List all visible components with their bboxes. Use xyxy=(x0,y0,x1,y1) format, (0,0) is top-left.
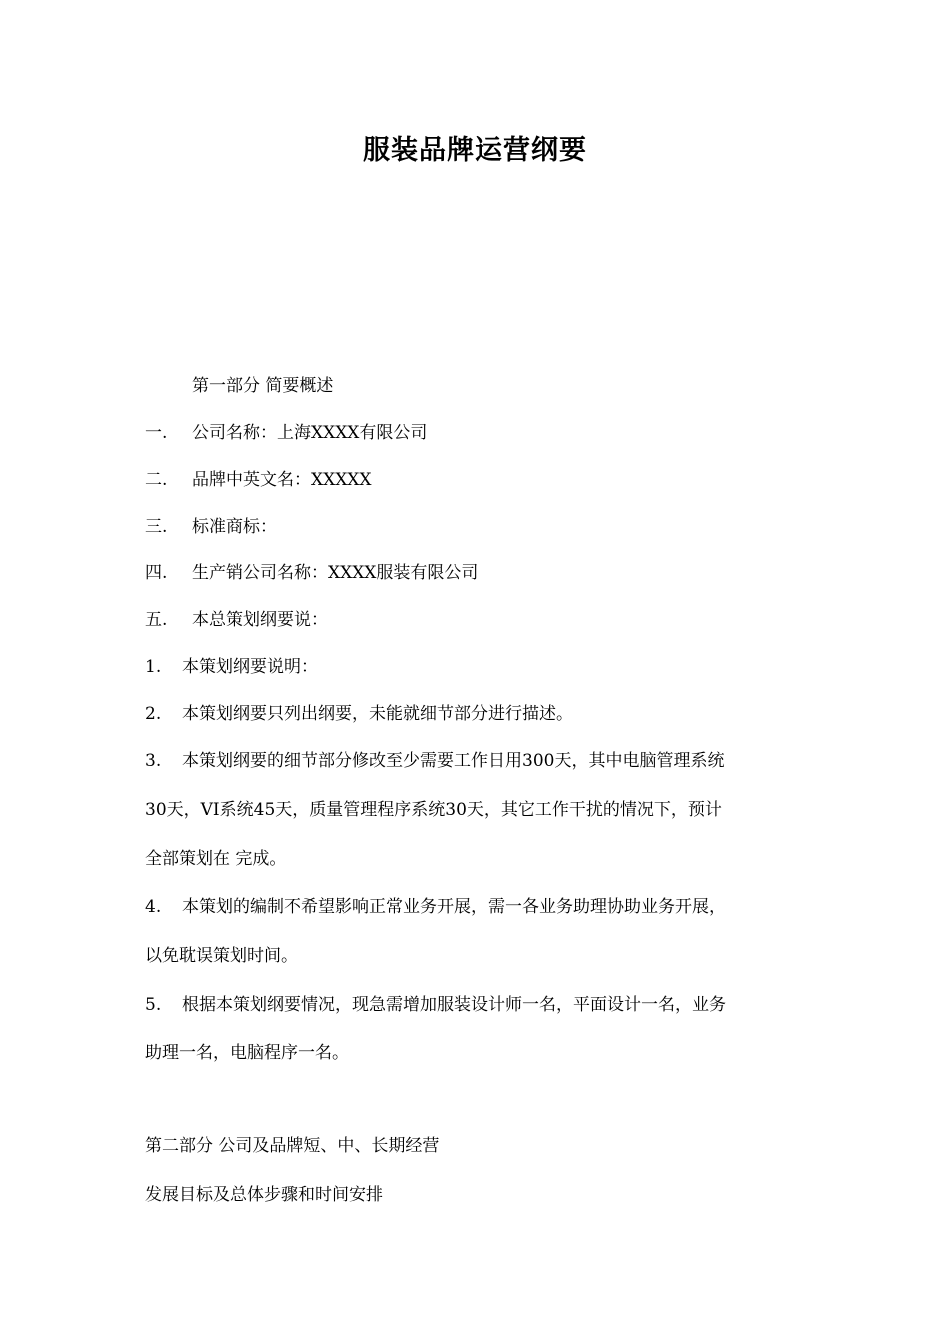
part2-heading-continued: 发展目标及总体步骤和时间安排 xyxy=(145,1185,383,1205)
item-text: 本总策划纲要说： xyxy=(192,610,328,630)
numbered-item xyxy=(145,702,573,726)
item-number: 二. xyxy=(145,470,168,490)
list-item xyxy=(145,608,328,632)
item-number: 1. xyxy=(145,657,162,677)
item-number: 三. xyxy=(145,517,168,537)
list-item xyxy=(145,515,277,539)
item-text: 品牌中英文名：XXXXX xyxy=(192,470,372,490)
item-text: 本策划的编制不希望影响正常业务开展，需一各业务助理协助业务开展， xyxy=(182,897,726,917)
item-number: 一. xyxy=(145,423,168,443)
document-title: 服装品牌运营纲要 xyxy=(363,135,587,166)
item-number: 5. xyxy=(145,995,162,1015)
continuation-line: 以免耽误策划时间。 xyxy=(145,946,298,966)
list-item xyxy=(145,561,478,585)
numbered-item xyxy=(145,655,318,679)
item-text: 公司名称：上海XXXX有限公司 xyxy=(192,423,428,443)
continuation-line: 助理一名，电脑程序一名。 xyxy=(145,1043,349,1063)
item-text: 本策划纲要只列出纲要，未能就细节部分进行描述。 xyxy=(182,704,573,724)
item-number: 3. xyxy=(145,751,162,771)
item-number: 2. xyxy=(145,704,162,724)
numbered-item xyxy=(145,749,724,773)
list-item xyxy=(145,421,427,445)
continuation-line: 30天，VI系统45天，质量管理程序系统30天，其它工作干扰的情况下，预计 xyxy=(145,800,722,820)
item-number: 五. xyxy=(145,610,168,630)
part2-heading: 第二部分 公司及品牌短、中、长期经营 xyxy=(145,1136,440,1156)
part1-heading: 第一部分 简要概述 xyxy=(192,376,334,396)
item-text: 本策划纲要的细节部分修改至少需要工作日用300天，其中电脑管理系统 xyxy=(182,751,725,771)
item-number: 四. xyxy=(145,563,168,583)
item-text: 根据本策划纲要情况，现急需增加服装设计师一名，平面设计一名，业务 xyxy=(182,995,726,1015)
item-text: 标准商标： xyxy=(192,517,277,537)
item-number: 4. xyxy=(145,897,162,917)
numbered-item xyxy=(145,895,726,919)
continuation-line: 全部策划在 完成。 xyxy=(145,849,287,869)
numbered-item xyxy=(145,993,726,1017)
list-item xyxy=(145,468,372,492)
item-text: 生产销公司名称：XXXX服装有限公司 xyxy=(192,563,479,583)
item-text: 本策划纲要说明： xyxy=(182,657,318,677)
